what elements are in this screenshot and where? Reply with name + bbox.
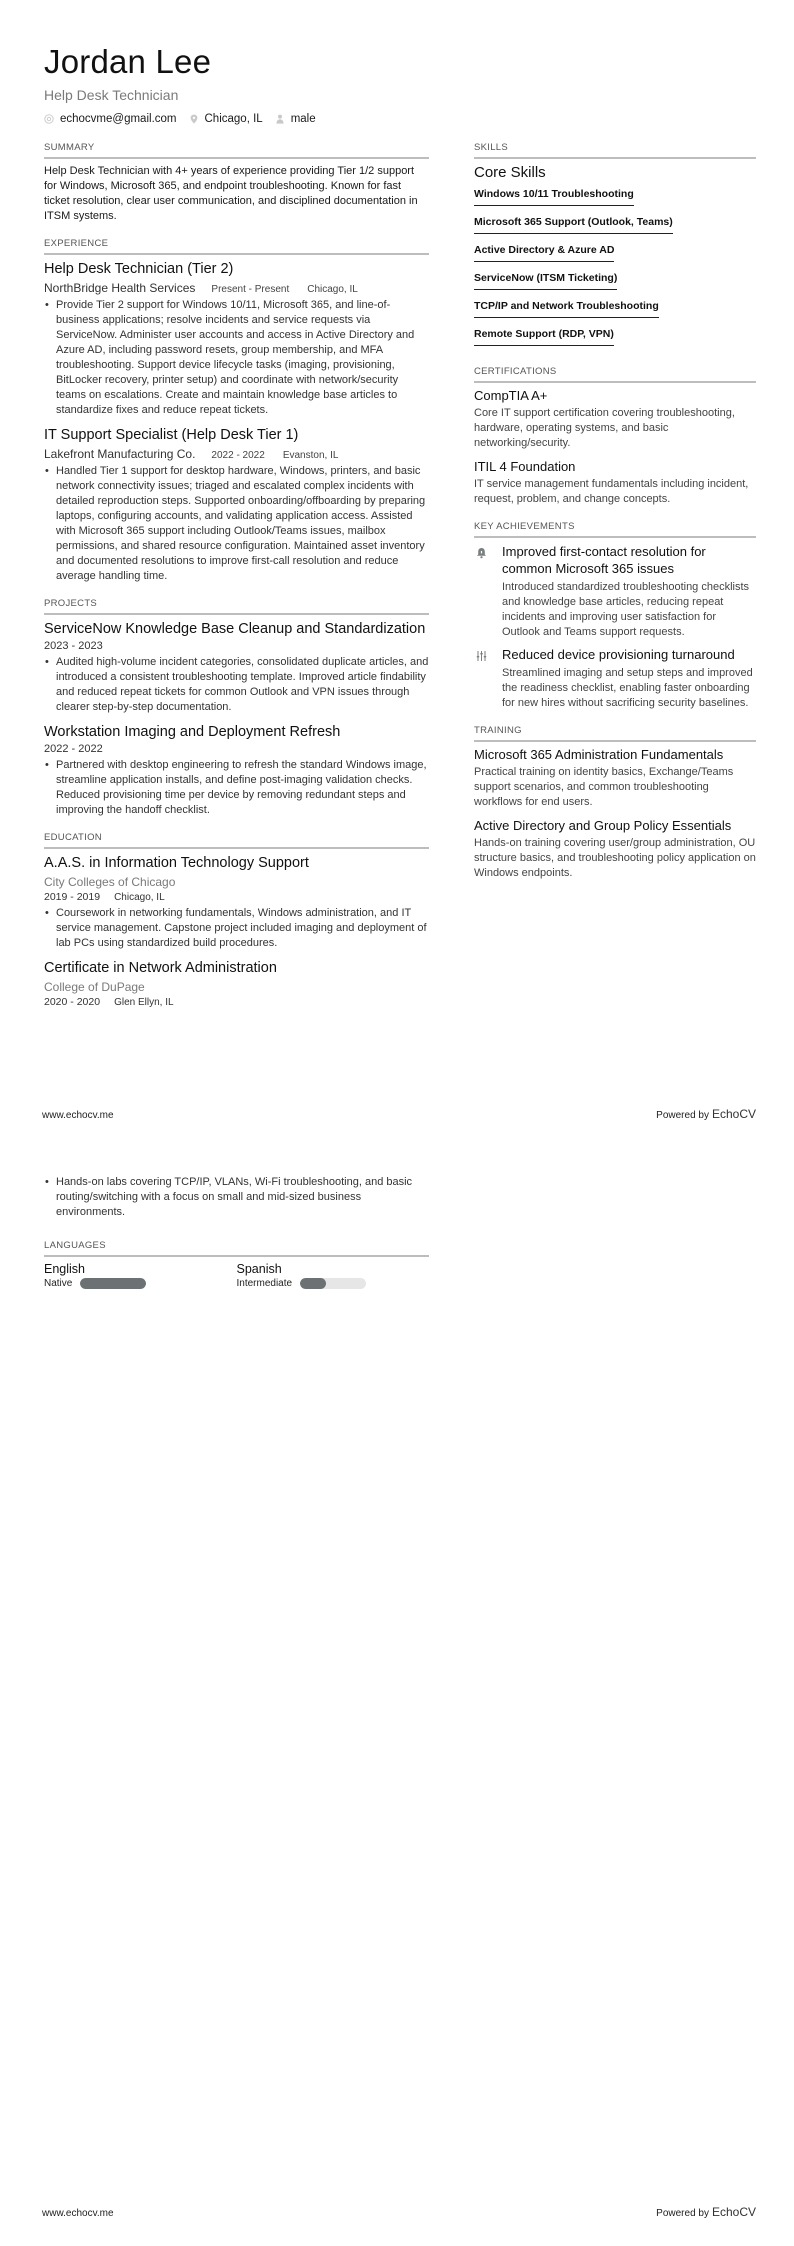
location-text: Chicago, IL [204,113,263,125]
section-heading: CERTIFICATIONS [474,366,756,383]
page-footer [42,2205,756,2219]
skill-item: Microsoft 365 Support (Outlook, Teams) [474,216,673,234]
candidate-name: Jordan Lee [44,43,212,80]
project-bullets [44,758,429,818]
section-heading: SKILLS [474,142,756,159]
achievements-section [474,521,756,711]
job-meta [44,447,429,461]
powered-by: Powered by EchoCV [656,1107,756,1121]
website-link[interactable]: www.echocv.me [42,2208,114,2219]
languages-list [44,1262,429,1289]
certification-desc: Core IT support certification covering troubleshooting, hardware, operating systems, and basic networking/security. [474,407,735,449]
experience-entry [44,426,429,584]
job-location: Evanston, IL [282,450,339,461]
project-title: Workstation Imaging and Deployment Refresh [44,724,341,740]
skill-item: Active Directory & Azure AD [474,244,614,262]
sliders-icon [474,646,502,711]
education-entry [44,959,429,1008]
resume-header [44,42,328,125]
right-column [474,142,756,895]
skills-section [474,142,756,352]
languages-section [44,1240,429,1289]
skill-item: Windows 10/11 Troubleshooting [474,188,634,206]
skills-group-title: Core Skills [474,164,546,181]
contact-row [44,113,328,125]
experience-section [44,238,429,584]
education-meta [44,996,429,1008]
bullet-item: • Handled Tier 1 support for desktop hardware, Windows, printers, and basic network connectivity issues; triaged and escalated complex incidents with detailed reproduction steps. Supported onboarding/offboarding by preparing laptops, configuring accounts, and validating application access. Assisted with Microsoft 365 support including Outlook/Teams issues, mailbox permissions, and shared resource configuration. Maintained asset inventory and documented resolutions to improve first-call resolution and reduce average handling time. [44,464,429,584]
language-proficiency-bar [80,1278,146,1289]
achievement-item [474,646,756,711]
email-text: echocvme@gmail.com [60,113,177,125]
bell-icon [474,543,502,640]
skill-item: Remote Support (RDP, VPN) [474,328,614,346]
language-item [237,1262,430,1289]
section-heading: KEY ACHIEVEMENTS [474,521,756,538]
section-heading: SUMMARY [44,142,429,159]
job-dates: Present - Present [211,284,290,295]
certification-desc: IT service management fundamentals including incident, request, problem, and change concepts. [474,478,749,505]
project-dates: 2022 - 2022 [44,743,103,755]
left-column-continued [44,1172,429,1303]
contact-location [189,113,263,125]
degree-title: A.A.S. in Information Technology Support [44,855,309,871]
gender-text: male [290,113,316,125]
training-title: Active Directory and Group Policy Essentials [474,818,732,833]
education-location: Chicago, IL [114,892,165,903]
job-location: Chicago, IL [307,284,358,295]
powered-by: Powered by EchoCV [656,2205,756,2219]
project-dates: 2023 - 2023 [44,640,103,652]
training-title: Microsoft 365 Administration Fundamentals [474,747,724,762]
location-pin-icon [189,114,199,124]
achievement-title: Improved first-contact resolution for common Microsoft 365 issues [502,544,706,576]
section-heading: LANGUAGES [44,1240,429,1257]
company-name: Lakefront Manufacturing Co. [44,447,196,461]
training-desc: Practical training on identity basics, Exchange/Teams support scenarios, and common troubleshooting workflows for end users. [474,766,734,808]
candidate-title: Help Desk Technician [44,87,179,103]
education-dates: 2019 - 2019 [44,891,101,903]
education-meta [44,891,429,903]
education-location: Glen Ellyn, IL [114,997,174,1008]
education-bullets [44,906,429,951]
project-entry [44,620,429,715]
certification-title: CompTIA A+ [474,388,548,403]
training-desc: Hands-on training covering user/group administration, OU structure basics, and troubleshooting policy application on Windows endpoints. [474,837,756,879]
achievement-desc: Introduced standardized troubleshooting checklists and knowledge base articles, reducing repeat incidents and improving user satisfaction for Outlook and Teams support requests. [502,581,750,638]
education-dates: 2020 - 2020 [44,996,101,1008]
achievement-title: Reduced device provisioning turnaround [502,647,735,662]
page-footer [42,1107,756,1121]
language-name: English [44,1262,85,1276]
summary-text: Help Desk Technician with 4+ years of experience providing Tier 1/2 support for Windows, Microsoft 365, and endpoint troubleshooting. Known for fast ticket resolution, clear user communication, and disciplined documentation in ITSM systems. [44,165,418,222]
project-entry [44,723,429,818]
language-name: Spanish [236,1262,282,1276]
project-title: ServiceNow Knowledge Base Cleanup and Standardization [44,621,426,637]
degree-title: Certificate in Network Administration [44,960,277,976]
job-bullets [44,298,429,418]
skill-item: TCP/IP and Network Troubleshooting [474,300,659,318]
job-bullets [44,464,429,584]
training-section [474,725,756,881]
bullet-item: • Provide Tier 2 support for Windows 10/11, Microsoft 365, and line-of-business applications; resolve incidents and service requests via ServiceNow. Administer user accounts and access in Active Directory and Azure AD, including password resets, group membership, and MFA troubleshooting. Support device lifecycle tasks (imaging, provisioning, BitLocker recovery, printer setup) and coordinate with network/security teams on escalations. Create and maintain knowledge base articles to standardize fixes and reduce repeat tickets. [44,298,429,418]
section-heading: EDUCATION [44,832,429,849]
job-meta [44,281,429,295]
achievement-item [474,543,756,640]
school-name: City Colleges of Chicago [44,875,176,889]
bullet-item: • Audited high-volume incident categories, consolidated duplicate articles, and introduced a consistent troubleshooting template. Improved article findability and reduced repeat tickets for common Outlook and VPN issues through clearer step-by-step documentation. [44,655,429,715]
job-title: Help Desk Technician (Tier 2) [44,261,234,277]
company-name: NorthBridge Health Services [44,281,196,295]
left-column [44,142,429,1022]
language-proficiency-bar [300,1278,366,1289]
school-name: College of DuPage [44,980,145,994]
brand-name: EchoCV [711,1107,756,1121]
summary-section [44,142,429,224]
language-level: Native [44,1278,73,1289]
contact-gender [275,113,316,125]
education-section [44,832,429,1008]
certification-title: ITIL 4 Foundation [474,459,576,474]
education-entry [44,854,429,951]
section-heading: PROJECTS [44,598,429,615]
job-title: IT Support Specialist (Help Desk Tier 1) [44,427,299,443]
section-heading: EXPERIENCE [44,238,429,255]
person-icon [275,114,285,124]
project-bullets [44,655,429,715]
education-bullets-continued [44,1175,429,1220]
language-level: Intermediate [236,1278,293,1289]
section-heading: TRAINING [474,725,756,742]
experience-entry [44,260,429,418]
brand-name: EchoCV [711,2205,756,2219]
bullet-item: • Coursework in networking fundamentals, Windows administration, and IT service management. Capstone project included imaging and deployment of lab PCs using standardized build procedures. [44,906,429,951]
contact-email [44,113,177,125]
at-icon [44,114,54,124]
bullet-item: • Partnered with desktop engineering to refresh the standard Windows image, streamline application installs, and define post-imaging validation checks. Reduced provisioning time per device by removing redundant steps and improving the handoff checklist. [44,758,429,818]
language-item [44,1262,237,1289]
bullet-item: • Hands-on labs covering TCP/IP, VLANs, Wi-Fi troubleshooting, and basic routing/switching with a focus on small and mid-sized business environments. [44,1175,429,1220]
projects-section [44,598,429,818]
skill-item: ServiceNow (ITSM Ticketing) [474,272,617,290]
website-link[interactable]: www.echocv.me [42,1110,114,1121]
resume-page-2 [0,1123,794,2246]
job-dates: 2022 - 2022 [211,450,265,461]
achievement-desc: Streamlined imaging and setup steps and improved the readiness checklist, enabling faster onboarding for new hires without sacrificing security baselines. [502,667,753,709]
certifications-section [474,366,756,507]
